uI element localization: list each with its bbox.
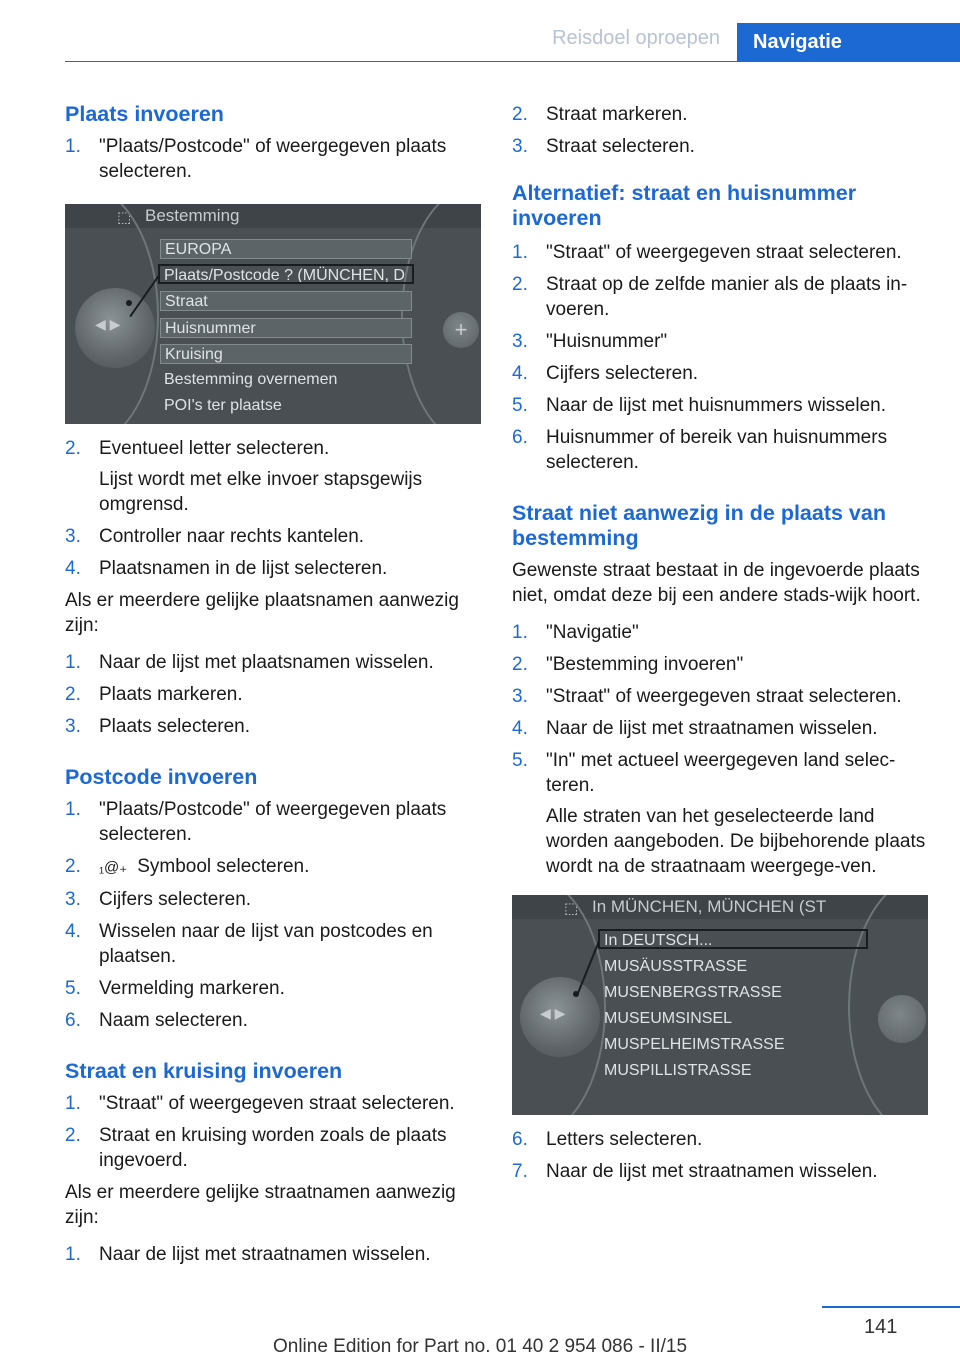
list-item bbox=[512, 425, 932, 475]
steps-plaats-1 bbox=[65, 134, 485, 184]
step-number: 1. bbox=[65, 1244, 81, 1265]
screen-title: In MÜNCHEN, MÜNCHEN (ST bbox=[592, 897, 827, 916]
step-text: Naar de lijst met straatnamen wisselen. bbox=[546, 718, 878, 739]
step-text: Plaatsnamen in de lijst selecteren. bbox=[99, 558, 388, 579]
steps-alternatief bbox=[512, 240, 932, 475]
pointer-dot bbox=[573, 991, 579, 997]
step-text: Naar de lijst met huisnummers wisselen. bbox=[546, 395, 887, 416]
step-number: 1. bbox=[65, 652, 81, 673]
menu-row-selected: Plaats/Postcode ? (MÜNCHEN, D bbox=[158, 264, 414, 284]
steps-plaats-2 bbox=[65, 436, 485, 581]
menu-row: Huisnummer bbox=[160, 318, 412, 338]
header-rule bbox=[65, 61, 960, 62]
list-item bbox=[65, 556, 485, 581]
step-number: 1. bbox=[512, 242, 528, 263]
step-text: "Straat" of weergegeven straat selecteren. bbox=[546, 686, 902, 707]
step-text: Symbool selecteren. bbox=[137, 856, 310, 877]
step-note: Lijst wordt met elke invoer stapsgewijs omgrensd. bbox=[99, 469, 423, 515]
list-item bbox=[512, 102, 932, 127]
step-number: 2. bbox=[512, 104, 528, 125]
list-item bbox=[512, 393, 932, 418]
menu-row: Bestemming overnemen bbox=[164, 371, 338, 388]
step-text: "Straat" of weergegeven straat selecteren. bbox=[546, 242, 902, 263]
paragraph: Gewenste straat bestaat in de ingevoerde plaats niet, omdat deze bij een andere stads‐wijk hoort. bbox=[512, 560, 921, 606]
list-item bbox=[512, 1159, 932, 1184]
step-number: 5. bbox=[512, 395, 528, 416]
list-item bbox=[65, 1091, 485, 1116]
menu-row: EUROPA bbox=[160, 239, 412, 259]
step-note: Alle straten van het geselecteerde land worden aangeboden. De bijbehorende plaats wordt na de straatnaam weergege‐ven. bbox=[546, 806, 926, 877]
heading-plaats-invoeren: Plaats invoeren bbox=[65, 102, 224, 126]
list-item bbox=[512, 716, 932, 741]
heading-alternatief: Alternatief: straat en huisnummer invoeren bbox=[512, 181, 857, 230]
step-text: "Bestemming invoeren" bbox=[546, 654, 744, 675]
menu-row: MUSPILLISTRASSE bbox=[604, 1062, 752, 1079]
symbol-icon: ₁@₊ bbox=[99, 859, 128, 876]
menu-row: Kruising bbox=[160, 344, 412, 364]
list-item bbox=[512, 748, 932, 879]
menu-row: Straat bbox=[160, 291, 412, 311]
list-item bbox=[512, 240, 932, 265]
step-text: Plaats selecteren. bbox=[99, 716, 251, 737]
list-item bbox=[65, 919, 485, 969]
page-header bbox=[0, 0, 960, 62]
step-number: 1. bbox=[65, 799, 81, 820]
list-item bbox=[512, 272, 932, 322]
list-item bbox=[512, 134, 932, 159]
list-item bbox=[512, 652, 932, 677]
step-number: 3. bbox=[65, 716, 81, 737]
step-number: 3. bbox=[65, 889, 81, 910]
steps-postcode bbox=[65, 797, 485, 1033]
menu-row: MUSPELHEIMSTRASSE bbox=[604, 1036, 785, 1053]
step-number: 2. bbox=[65, 856, 81, 877]
steps-plaats-3 bbox=[65, 650, 485, 739]
list-item bbox=[65, 682, 485, 707]
step-text: "In" met actueel weergegeven land selec‐teren. bbox=[546, 750, 896, 796]
step-text: "Plaats/Postcode" of weergegeven plaats selecteren. bbox=[99, 136, 447, 182]
step-text: Straat op de zelfde manier als de plaats in‐voeren. bbox=[546, 274, 908, 320]
step-number: 2. bbox=[65, 684, 81, 705]
step-text: Cijfers selecteren. bbox=[546, 363, 699, 384]
list-item bbox=[512, 361, 932, 386]
step-number: 6. bbox=[65, 1010, 81, 1031]
step-number: 1. bbox=[65, 136, 81, 157]
step-text: Naar de lijst met straatnamen wisselen. bbox=[99, 1244, 431, 1265]
step-number: 2. bbox=[512, 654, 528, 675]
list-item bbox=[65, 1123, 485, 1173]
steps-straat-cont bbox=[512, 102, 932, 159]
paragraph: Als er meerdere gelijke straatnamen aanwezig zijn: bbox=[65, 1182, 456, 1228]
heading-straat-niet-aanwezig: Straat niet aanwezig in de plaats van bestemming bbox=[512, 501, 886, 550]
step-text: Cijfers selecteren. bbox=[99, 889, 252, 910]
page-number-rule bbox=[822, 1306, 960, 1308]
step-text: Letters selecteren. bbox=[546, 1129, 703, 1150]
screen-title: Bestemming bbox=[145, 206, 240, 225]
step-number: 2. bbox=[65, 1125, 81, 1146]
navigation-icon: ⬚ bbox=[564, 900, 579, 917]
menu-row: POI's ter plaatse bbox=[164, 397, 282, 414]
step-number: 4. bbox=[512, 718, 528, 739]
step-text: Vermelding markeren. bbox=[99, 978, 285, 999]
step-number: 4. bbox=[512, 363, 528, 384]
list-item bbox=[512, 684, 932, 709]
step-text: Straat markeren. bbox=[546, 104, 688, 125]
list-item bbox=[512, 620, 932, 645]
step-text: Naar de lijst met plaatsnamen wisselen. bbox=[99, 652, 434, 673]
pointer-dot bbox=[126, 300, 132, 306]
menu-row-selected: In DEUTSCH... bbox=[598, 929, 868, 949]
step-text: "Huisnummer" bbox=[546, 331, 668, 352]
list-item bbox=[65, 436, 485, 517]
menu-row: MUSENBERGSTRASSE bbox=[604, 984, 782, 1001]
list-item bbox=[65, 1242, 485, 1267]
step-number: 6. bbox=[512, 1129, 528, 1150]
step-text: Straat selecteren. bbox=[546, 136, 695, 157]
list-item bbox=[512, 1127, 932, 1152]
list-item bbox=[512, 329, 932, 354]
step-number: 3. bbox=[512, 331, 528, 352]
step-number: 2. bbox=[512, 274, 528, 295]
idrive-screen-straatlijst bbox=[512, 895, 928, 1115]
steps-straat-list bbox=[65, 1242, 485, 1267]
step-number: 7. bbox=[512, 1161, 528, 1182]
step-number: 6. bbox=[512, 427, 528, 448]
step-text: Plaats markeren. bbox=[99, 684, 243, 705]
step-number: 1. bbox=[65, 1093, 81, 1114]
step-number: 3. bbox=[512, 136, 528, 157]
list-item bbox=[65, 650, 485, 675]
steps-straat-kruising bbox=[65, 1091, 485, 1173]
step-number: 5. bbox=[512, 750, 528, 771]
step-number: 1. bbox=[512, 622, 528, 643]
step-text: "Navigatie" bbox=[546, 622, 639, 643]
step-number: 5. bbox=[65, 978, 81, 999]
step-text: Controller naar rechts kantelen. bbox=[99, 526, 365, 547]
step-number: 3. bbox=[65, 526, 81, 547]
edition-footer: Online Edition for Part no. 01 40 2 954 086 - II/15 bbox=[272, 1336, 688, 1357]
right-column bbox=[512, 102, 932, 1184]
controller-arrows-icon: ◀ ▶ bbox=[95, 316, 121, 332]
step-text: Naam selecteren. bbox=[99, 1010, 248, 1031]
step-number: 3. bbox=[512, 686, 528, 707]
step-number: 4. bbox=[65, 921, 81, 942]
step-text: "Plaats/Postcode" of weergegeven plaats selecteren. bbox=[99, 799, 447, 845]
step-text: "Straat" of weergegeven straat selecteren. bbox=[99, 1093, 455, 1114]
navigation-icon: ⬚ bbox=[117, 209, 132, 226]
zoom-plus-icon: + bbox=[443, 312, 479, 348]
step-text: Naar de lijst met straatnamen wisselen. bbox=[546, 1161, 878, 1182]
step-text: Wisselen naar de lijst van postcodes en plaatsen. bbox=[99, 921, 433, 967]
header-chapter-tab: Navigatie bbox=[737, 23, 960, 62]
menu-row: MUSEUMSINSEL bbox=[604, 1010, 733, 1027]
list-item bbox=[65, 887, 485, 912]
list-item bbox=[65, 134, 485, 184]
list-item bbox=[65, 1008, 485, 1033]
list-item bbox=[65, 797, 485, 847]
steps-straatlijst bbox=[512, 1127, 932, 1184]
list-item bbox=[65, 976, 485, 1001]
page-number: 141 bbox=[864, 1316, 898, 1338]
step-number: 4. bbox=[65, 558, 81, 579]
menu-row: MUSÄUSSTRASSE bbox=[604, 958, 748, 975]
idrive-screen-bestemming bbox=[65, 204, 481, 424]
step-text: Straat en kruising worden zoals de plaats ingevoerd. bbox=[99, 1125, 447, 1171]
list-item bbox=[65, 524, 485, 549]
zoom-knob-icon bbox=[878, 995, 926, 1043]
step-number: 2. bbox=[65, 438, 81, 459]
list-item bbox=[65, 854, 485, 880]
list-item bbox=[65, 714, 485, 739]
step-text: Eventueel letter selecteren. bbox=[99, 438, 330, 459]
controller-arrows-icon: ◀ ▶ bbox=[540, 1005, 566, 1021]
paragraph: Als er meerdere gelijke plaatsnamen aanwezig zijn: bbox=[65, 590, 459, 636]
step-text: Huisnummer of bereik van huisnummers selecteren. bbox=[546, 427, 888, 473]
heading-straat-kruising: Straat en kruising invoeren bbox=[65, 1059, 343, 1083]
steps-niet-aanwezig bbox=[512, 620, 932, 879]
heading-postcode-invoeren: Postcode invoeren bbox=[65, 765, 258, 789]
header-section-label: Reisdoel oproepen bbox=[552, 27, 720, 49]
left-column bbox=[65, 102, 485, 1267]
